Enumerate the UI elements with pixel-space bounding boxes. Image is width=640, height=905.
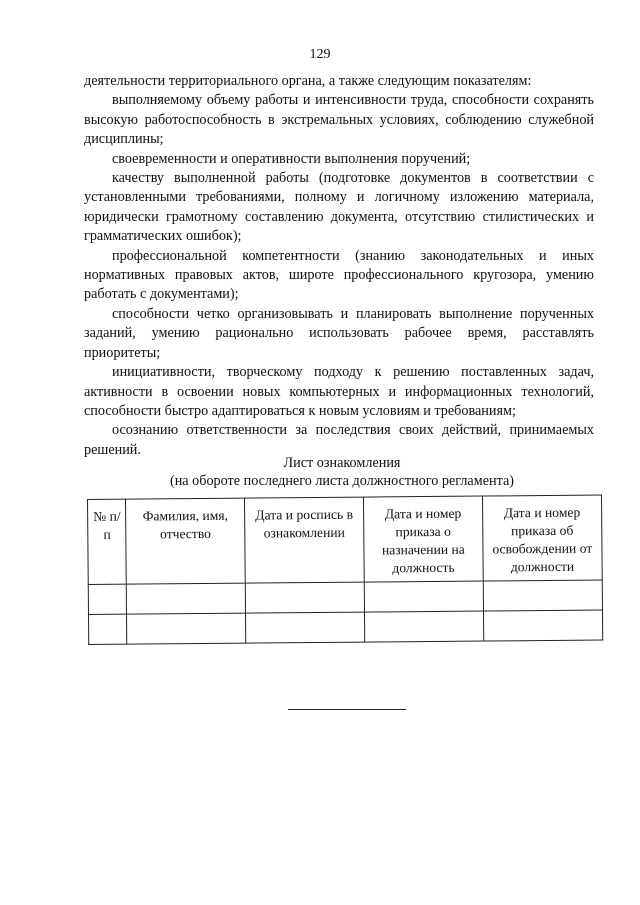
paragraph: выполняемому объему работы и интенсивности труда, способности сохранять высокую работоспособность в экстремальных условиях, соблюдению служебной дисциплины; <box>84 92 594 148</box>
paragraph: своевременности и оперативности выполнения поручений; <box>112 150 471 167</box>
column-header-dismissal-order: Дата и номер приказа об освобождении от должности <box>482 495 602 581</box>
paragraph: инициативности, творческому подходу к решению поставленных задач, активности в освоении новых компьютерных и информационных технологий, способности быстро адаптироваться к новым условиям и требованиям; <box>84 364 594 419</box>
table-cell <box>245 612 364 643</box>
column-header-acknowledgement-date-signature: Дата и роспись в ознакомлении <box>244 497 364 583</box>
paragraph: профессиональной компетентности (знанию законодательных и иных нормативных правовых актов, широте профессионального кругозора, умению работать с документами); <box>84 247 594 303</box>
paragraph: качеству выполненной работы (подготовке документов в соответствии с установленными требованиями, полному и логичному изложению материала, юридически грамотному составлению документа, отсутствию стилистических и грамматических ошибок); <box>84 170 594 245</box>
column-header-appointment-order: Дата и номер приказа о назначении на должность <box>364 496 483 582</box>
paragraph: способности четко организовывать и планировать выполнение порученных заданий, умению рационально использовать рабочее время, расставлять приоритеты; <box>84 305 594 361</box>
page-number: 129 <box>309 47 331 62</box>
acknowledgement-table <box>87 495 603 645</box>
table-cell <box>245 582 364 613</box>
table-header-row <box>88 495 603 584</box>
table-cell <box>127 613 246 644</box>
table-cell <box>89 614 128 644</box>
acknowledgement-sheet-title: Лист ознакомления <box>283 455 401 471</box>
end-divider-line <box>288 709 406 710</box>
table-row <box>88 580 602 614</box>
table-cell <box>364 581 483 612</box>
paragraph: осознанию ответственности за последствия своих действий, принимаемых решений. <box>84 422 594 458</box>
column-header-number: № п/п <box>88 499 127 584</box>
table-cell <box>483 580 602 611</box>
table-cell <box>365 611 484 642</box>
column-header-full-name: Фамилия, имя, отчество <box>126 498 245 584</box>
table-cell <box>127 583 246 614</box>
acknowledgement-sheet-subtitle: (на обороте последнего листа должностного регламента) <box>169 473 514 489</box>
body-text <box>84 72 594 460</box>
table-row <box>89 610 603 644</box>
table-cell <box>483 610 602 641</box>
paragraph: деятельности территориального органа, а также следующим показателям: <box>84 73 532 89</box>
table-cell <box>88 584 127 614</box>
